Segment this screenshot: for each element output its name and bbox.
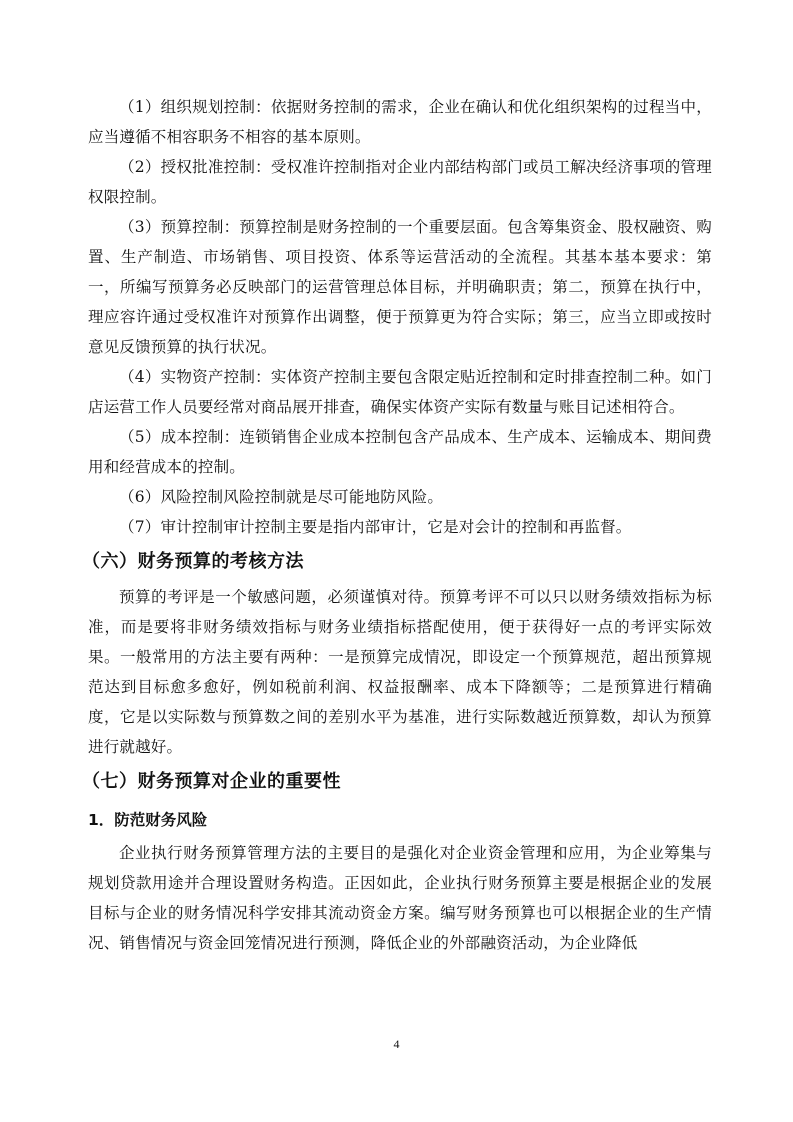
paragraph-physical-asset-control: （4）实物资产控制：实体资产控制主要包含限定贴近控制和定时排查控制二种。如门店运营工作人员要经常对商品展开排查，确保实体资产实际有数量与账目记述相符合。	[88, 368, 712, 416]
paragraph-organization-control: （1）组织规划控制：依据财务控制的需求，企业在确认和优化组织架构的过程当中，应当遵循不相容职务不相容的基本原则。	[88, 98, 712, 146]
subheading-prevent-financial-risk: 1．防范财务风险	[88, 811, 208, 829]
section-heading-budget-importance: （七）财务预算对企业的重要性	[82, 771, 341, 792]
section-heading-budget-assessment: （六）财务预算的考核方法	[82, 551, 304, 572]
paragraph-budget-control: （3）预算控制：预算控制是财务控制的一个重要层面。包含筹集资金、股权融资、购置、生产制造、市场销售、项目投资、体系等运营活动的全流程。其基本基本要求：第一，所编写预算务必反映部门的运营管理总体目标，并明确职责；第二，预算在执行中，理应容许通过受权准许对预算作出调整，便于预算更为符合实际；第三，应当立即或按时意见反馈预算的执行状况。	[88, 218, 712, 356]
paragraph-budget-assessment: 预算的考评是一个敏感问题，必须谨慎对待。预算考评不可以只以财务绩效指标为标准，而是要将非财务绩效指标与财务业绩指标搭配使用，便于获得好一点的考评实际效果。一般常用的方法主要有两种：一是预算完成情况，即设定一个预算规范，超出预算规范达到目标愈多愈好，例如税前利润、权益报酬率、成本下降额等；二是预算进行精确度，它是以实际数与预算数之间的差别水平为基准，进行实际数越近预算数，却认为预算进行就越好。	[88, 588, 712, 756]
paragraph-prevent-financial-risk: 企业执行财务预算管理方法的主要目的是强化对企业资金管理和应用，为企业筹集与规划贷款用途并合理设置财务构造。正因如此，企业执行财务预算主要是根据企业的发展目标与企业的财务情况科学安排其流动资金方案。编写财务预算也可以根据企业的生产情况、销售情况与资金回笼情况进行预测，降低企业的外部融资活动，为企业降低	[88, 844, 712, 952]
document-body	[82, 92, 712, 958]
page-number: 4	[393, 1037, 400, 1051]
paragraph-audit-control: （7）审计控制审计控制主要是指内部审计，它是对会计的控制和再监督。	[119, 518, 632, 536]
paragraph-authorization-control: （2）授权批准控制：受权准许控制指对企业内部结构部门或员工解决经济事项的管理权限控制。	[88, 158, 712, 206]
paragraph-risk-control: （6）风险控制风险控制就是尽可能地防风险。	[119, 488, 444, 506]
paragraph-cost-control: （5）成本控制：连锁销售企业成本控制包含产品成本、生产成本、运输成本、期间费用和经营成本的控制。	[88, 428, 712, 476]
